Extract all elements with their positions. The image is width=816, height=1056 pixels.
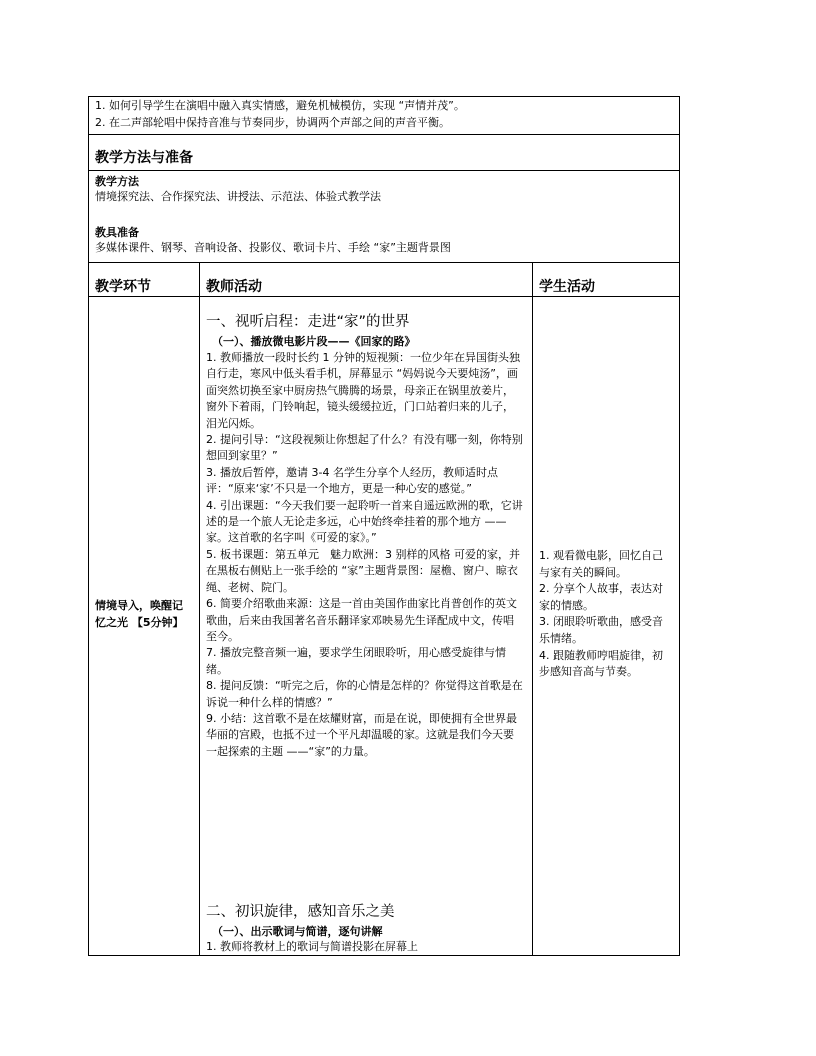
part2-subtitle: （一）、出示歌词与简谱，逐句讲解 xyxy=(212,925,383,938)
list-item: 7. 播放完整音频一遍，要求学生闭眼聆听，用心感受旋律与情绪。 xyxy=(206,646,506,676)
tools-label: 教具准备 xyxy=(95,226,139,239)
column-divider-2 xyxy=(532,262,533,956)
list-item: 9. 小结：这首歌不是在炫耀财富，而是在说，即使拥有全世界最华丽的宫殿，也抵不过一个平凡却温暖的家。这就是我们今天要一起探索的主题 ——“家”的力量。 xyxy=(206,711,517,758)
list-item: 3. 闭眼聆听歌曲，感受音乐情绪。 xyxy=(539,615,663,645)
list-item: 2. 提问引导：“这段视频让你想起了什么？有没有哪一刻，你特别想回到家里？” xyxy=(206,433,523,463)
part2-title: 二、初识旋律，感知音乐之美 xyxy=(206,904,395,920)
header-stage: 教学环节 xyxy=(95,279,151,295)
tools-text: 多媒体课件、钢琴、音响设备、投影仪、歌词卡片、手绘 “家”主题背景图 xyxy=(95,241,451,254)
list-item: 1. 观看微电影，回忆自己与家有关的瞬间。 xyxy=(539,549,663,579)
list-item: 4. 跟随教师哼唱旋律，初步感知音高与节奏。 xyxy=(539,648,663,679)
header-student: 学生活动 xyxy=(539,279,595,295)
divider-header-row xyxy=(88,296,680,297)
stage-label: 情境导入，唤醒记忆之光 【5分钟】 xyxy=(95,599,184,629)
part1-list xyxy=(206,350,524,760)
difficulty-item: 1. 如何引导学生在演唱中融入真实情感，避免机械模仿，实现 “声情并茂”。 xyxy=(95,99,465,112)
header-teacher: 教师活动 xyxy=(206,279,262,295)
method-text: 情境探究法、合作探究法、讲授法、示范法、体验式教学法 xyxy=(95,190,381,203)
list-item: 8. 提问反馈：“听完之后，你的心情是怎样的？你觉得这首歌是在诉说一种什么样的情感？” xyxy=(206,679,523,709)
student-list xyxy=(539,548,671,681)
section-title: 教学方法与准备 xyxy=(95,150,193,166)
divider-difficulties xyxy=(88,134,680,135)
list-item: 6. 简要介绍歌曲来源：这是一首由美国作曲家比肖普创作的英文歌曲，后来由我国著名音乐翻译家邓映易先生译配成中文，传唱至今。 xyxy=(206,597,517,643)
list-item: 5. 板书课题：第五单元 魅力欧洲：3 别样的风格 可爱的家，并在黑板右侧贴上一张手绘的 “家”主题背景图：屋檐、窗户、晾衣绳、老树、院门。 xyxy=(206,547,520,594)
part1-title: 一、视听启程：走进“家”的世界 xyxy=(206,314,410,330)
list-item: 4. 引出课题：“今天我们要一起聆听一首来自遥远欧洲的歌，它讲述的是一个旅人无论走多远，心中始终牵挂着的那个地方 ——家。这首歌的名字叫《可爱的家》。” xyxy=(206,498,523,545)
list-item: 3. 播放后暂停，邀请 3-4 名学生分享个人经历，教师适时点评：“原来‘家’不只是一个地方，更是一种心安的感觉。” xyxy=(206,465,498,496)
divider-methods xyxy=(88,262,680,263)
column-divider-1 xyxy=(199,262,200,956)
divider-methods-title xyxy=(88,170,680,171)
part1-subtitle: （一）、播放微电影片段——《回家的路》 xyxy=(212,335,416,348)
list-item: 1. 教师播放一段时长约 1 分钟的短视频：一位少年在异国街头独自行走，寒风中低头看手机，屏幕显示 “妈妈说今天要炖汤”，画面突然切换至家中厨房热气腾腾的场景，母亲正在锅里放姜片，窗外下着雨，门铃响起，镜头缓缓拉近，门口站着归来的儿子，泪光闪烁。 xyxy=(206,351,520,430)
part2-item: 1. 教师将教材上的歌词与简谱投影在屏幕上 xyxy=(206,940,418,953)
document-page xyxy=(88,96,680,956)
difficulty-item: 2. 在二声部轮唱中保持音准与节奏同步，协调两个声部之间的声音平衡。 xyxy=(95,116,450,129)
method-label: 教学方法 xyxy=(95,175,139,188)
list-item: 2. 分享个人故事，表达对家的情感。 xyxy=(539,582,663,612)
